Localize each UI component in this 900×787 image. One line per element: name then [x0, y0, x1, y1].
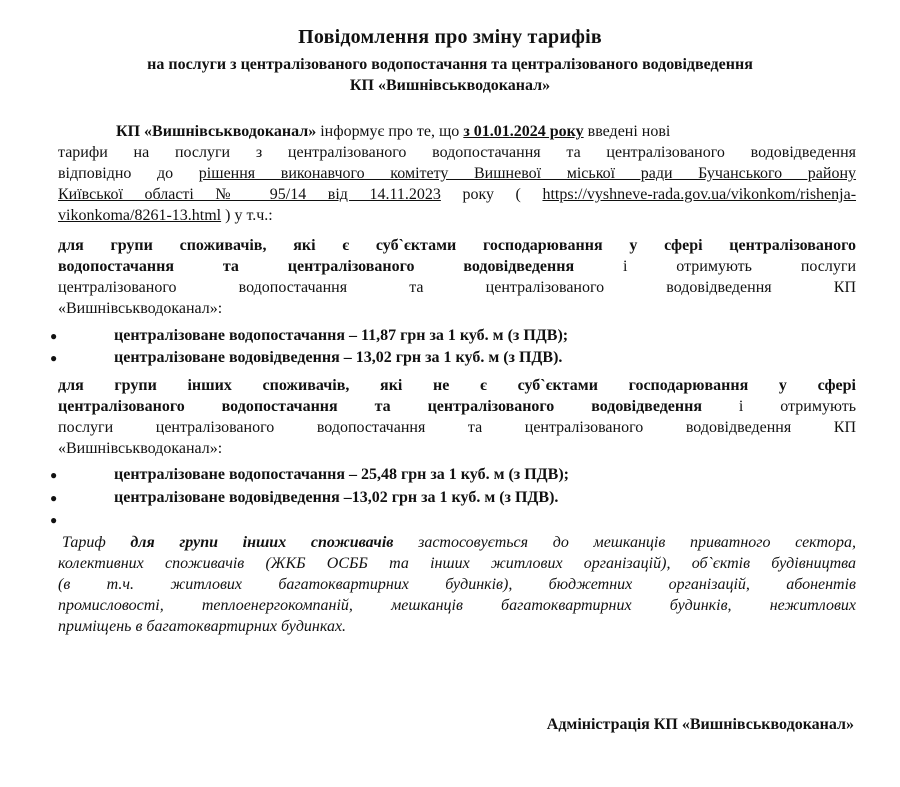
note-text: Тариф [62, 534, 131, 551]
group2-bold: централізованого водопостачання та централізованого водовідведення [58, 398, 702, 415]
company-name: КП «Вишнівськводоканал» [349, 77, 551, 94]
effective-date: з 01.01.2024 року [463, 123, 584, 140]
list-item [50, 488, 856, 508]
intro-text: ) у т.ч.: [221, 207, 273, 224]
list-item [50, 348, 856, 368]
decision-link-cont[interactable]: Київської області № 95/14 від 14.11.2023 [58, 186, 441, 203]
note-text: застосовується до мешканців приватного сектора, [393, 534, 857, 551]
note-line-3: (в т.ч. житлових багатоквартирних будинків), бюджетних організацій, абонентів [58, 576, 856, 593]
list-item [50, 326, 856, 346]
group2-line-2 [58, 397, 856, 417]
note-line-1 [58, 533, 856, 553]
page-subtitle: на послуги з централізованого водопостачання та централізованого водовідведення [147, 56, 753, 73]
group1-line-4: «Вишнівськводоканал»: [58, 300, 223, 317]
note-line-2: колективних споживачів (ЖКБ ОСББ та інших житлових організацій), об`єктів будівництва [58, 555, 856, 572]
tariff-water-supply-g2: централізоване водопостачання – 25,48 грн за 1 куб. м (з ПДВ); [114, 466, 569, 483]
intro-line-3 [58, 164, 856, 184]
bullet-icon: ● [50, 513, 58, 527]
tariff-drainage-g2: централізоване водовідведення –13,02 грн за 1 куб. м (з ПДВ). [114, 489, 559, 506]
group1-bold: водопостачання та централізованого водовідведення [58, 258, 575, 275]
note-bold: для групи інших споживачів [130, 534, 394, 551]
bullet-icon: ● [50, 468, 58, 482]
tariff-drainage-g1: централізоване водовідведення – 13,02 грн за 1 куб. м (з ПДВ). [114, 349, 563, 366]
group1-line-1: для групи споживачів, які є суб`єктами господарювання у сфері централізованого [58, 237, 856, 254]
group2-line-3: послуги централізованого водопостачання та централізованого водовідведення КП [58, 419, 856, 436]
group1-text: і отримують послуги [574, 258, 857, 275]
bullet-icon: ● [50, 491, 58, 505]
bullet-icon: ● [50, 329, 58, 343]
group2-text: і отримують [702, 398, 856, 415]
intro-text: інформує про те, що [316, 123, 464, 140]
list-item [50, 465, 856, 485]
note-line-4: промисловості, теплоенергокомпаній, мешканців багатоквартирних будинків, нежитлових [58, 597, 856, 614]
decision-link[interactable]: рішення виконавчого комітету Вишневої міської ради Бучанського району [198, 165, 857, 182]
list-item-empty [50, 510, 856, 530]
intro-text: року ( [440, 186, 543, 203]
group1-line-3: централізованого водопостачання та централізованого водовідведення КП [58, 279, 856, 296]
intro-line-2: тарифи на послуги з централізованого водопостачання та централізованого водовідведення [58, 144, 856, 161]
group2-line-4: «Вишнівськводоканал»: [58, 440, 223, 457]
intro-text: відповідно до [58, 165, 199, 182]
group2-line-1: для групи інших споживачів, які не є суб`єктами господарювання у сфері [58, 377, 856, 394]
decision-url[interactable]: https://vyshneve-rada.gov.ua/vikonkom/rishenja- [542, 186, 857, 203]
group1-line-2 [58, 257, 856, 277]
intro-line-5 [58, 206, 856, 226]
decision-url-cont[interactable]: vikonkoma/8261-13.html [58, 207, 222, 224]
note-line-5: приміщень в багатоквартирних будинках. [58, 618, 347, 635]
signature: Адміністрація КП «Вишнівськводоканал» [546, 716, 854, 733]
tariff-water-supply-g1: централізоване водопостачання – 11,87 грн за 1 куб. м (з ПДВ); [114, 327, 569, 344]
intro-line-4 [58, 185, 856, 205]
intro-line-1 [58, 122, 856, 142]
bullet-icon: ● [50, 351, 58, 365]
page-title: Повідомлення про зміну тарифів [298, 26, 602, 48]
intro-text: введені нові [583, 123, 671, 140]
intro-company: КП «Вишнівськводоканал» [116, 123, 317, 140]
